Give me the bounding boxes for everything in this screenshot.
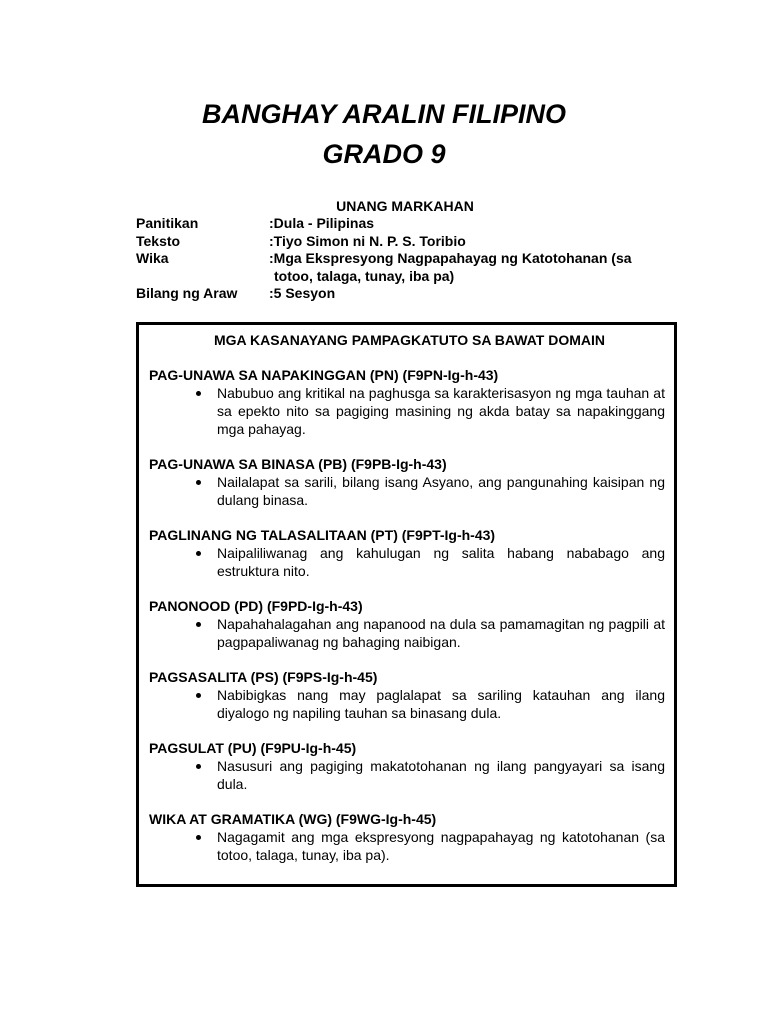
bullet-text: Nailalapat sa sarili, bilang isang Asyano, ang pangunahing kaisipan ng dulang binasa. bbox=[217, 474, 665, 508]
bullet-text: Nagagamit ang mga ekspresyong nagpapahayag ng katotohanan (sa totoo, talaga, tunay, iba pa). bbox=[217, 829, 665, 863]
section-heading: PAGLINANG NG TALASALITAAN (PT) (F9PT-Ig-h-43) bbox=[149, 527, 496, 543]
competency-section-pn bbox=[149, 366, 665, 438]
bullet-item bbox=[149, 544, 665, 580]
bullet-item bbox=[149, 615, 665, 651]
bullet-icon bbox=[196, 835, 201, 840]
bullet-item bbox=[149, 828, 665, 864]
info-value-block bbox=[269, 250, 696, 285]
bullet-item bbox=[149, 473, 665, 509]
bullet-icon bbox=[196, 764, 201, 769]
quarter-heading: UNANG MARKAHAN bbox=[336, 198, 474, 214]
bullet-list bbox=[149, 544, 665, 580]
info-row-wika bbox=[136, 250, 696, 285]
competency-sections bbox=[139, 366, 674, 864]
competency-section-pt bbox=[149, 526, 665, 580]
bullet-list bbox=[149, 615, 665, 651]
grade-heading: GRADO 9 bbox=[322, 139, 446, 169]
section-heading: PAG-UNAWA SA NAPAKINGGAN (PN) (F9PN-Ig-h-43) bbox=[149, 367, 499, 383]
bullet-list bbox=[149, 828, 665, 864]
bullet-item bbox=[149, 686, 665, 722]
competency-section-pu bbox=[149, 739, 665, 793]
bullet-list bbox=[149, 686, 665, 722]
bullet-text: Nasusuri ang pagiging makatotohanan ng ilang pangyayari sa isang dula. bbox=[217, 758, 665, 792]
info-row-panitikan bbox=[136, 215, 696, 233]
bullet-item bbox=[149, 384, 665, 438]
bullet-icon bbox=[196, 622, 201, 627]
bullet-list bbox=[149, 757, 665, 793]
section-heading: PANONOOD (PD) (F9PD-Ig-h-43) bbox=[149, 598, 363, 614]
info-value-continuation: totoo, talaga, tunay, iba pa) bbox=[274, 267, 455, 284]
competency-section-pb bbox=[149, 455, 665, 509]
bullet-list bbox=[149, 473, 665, 509]
lesson-info bbox=[136, 215, 696, 303]
info-row-bilang-ng-araw bbox=[136, 285, 696, 303]
document-title: BANGHAY ARALIN FILIPINO bbox=[202, 99, 566, 129]
competencies-box bbox=[136, 322, 677, 887]
bullet-text: Nabubuo ang kritikal na paghusga sa karakterisasyon ng mga tauhan at sa epekto nito sa pagiging masining ng akda batay sa napakinggang mga pahayag. bbox=[217, 385, 665, 437]
competency-section-wg bbox=[149, 810, 665, 864]
bullet-icon bbox=[196, 551, 201, 556]
competency-section-ps bbox=[149, 668, 665, 722]
bullet-text: Naipaliliwanag ang kahulugan ng salita habang nababago ang estruktura nito. bbox=[217, 545, 665, 579]
bullet-item bbox=[149, 757, 665, 793]
section-heading: WIKA AT GRAMATIKA (WG) (F9WG-Ig-h-45) bbox=[149, 811, 437, 827]
info-label: Panitikan bbox=[136, 215, 199, 231]
bullet-icon bbox=[196, 693, 201, 698]
bullet-icon bbox=[196, 391, 201, 396]
info-value: :Dula - Pilipinas bbox=[269, 215, 375, 231]
info-value: :5 Sesyon bbox=[269, 285, 336, 301]
info-value: :Tiyo Simon ni N. P. S. Toribio bbox=[269, 232, 466, 249]
bullet-text: Napahahalagahan ang napanood na dula sa pamamagitan ng pagpili at pagpapaliwanag ng bahaging naibigan. bbox=[217, 616, 665, 650]
info-row-teksto bbox=[136, 233, 696, 251]
bullet-icon bbox=[196, 480, 201, 485]
competencies-title: MGA KASANAYANG PAMPAGKATUTO SA BAWAT DOMAIN bbox=[214, 332, 605, 348]
section-heading: PAG-UNAWA SA BINASA (PB) (F9PB-Ig-h-43) bbox=[149, 456, 447, 472]
section-heading: PAGSASALITA (PS) (F9PS-Ig-h-45) bbox=[149, 669, 378, 685]
bullet-list bbox=[149, 384, 665, 438]
competency-section-pd bbox=[149, 597, 665, 651]
info-label: Bilang ng Araw bbox=[136, 285, 238, 301]
section-heading: PAGSULAT (PU) (F9PU-Ig-h-45) bbox=[149, 740, 357, 756]
info-value: :Mga Ekspresyong Nagpapahayag ng Katotohanan (sa bbox=[269, 250, 632, 266]
info-label: Teksto bbox=[136, 232, 181, 249]
bullet-text: Nabibigkas nang may paglalapat sa sariling katauhan ang ilang diyalogo ng napiling tauhan sa binasang dula. bbox=[217, 687, 665, 721]
info-label: Wika bbox=[136, 250, 169, 266]
